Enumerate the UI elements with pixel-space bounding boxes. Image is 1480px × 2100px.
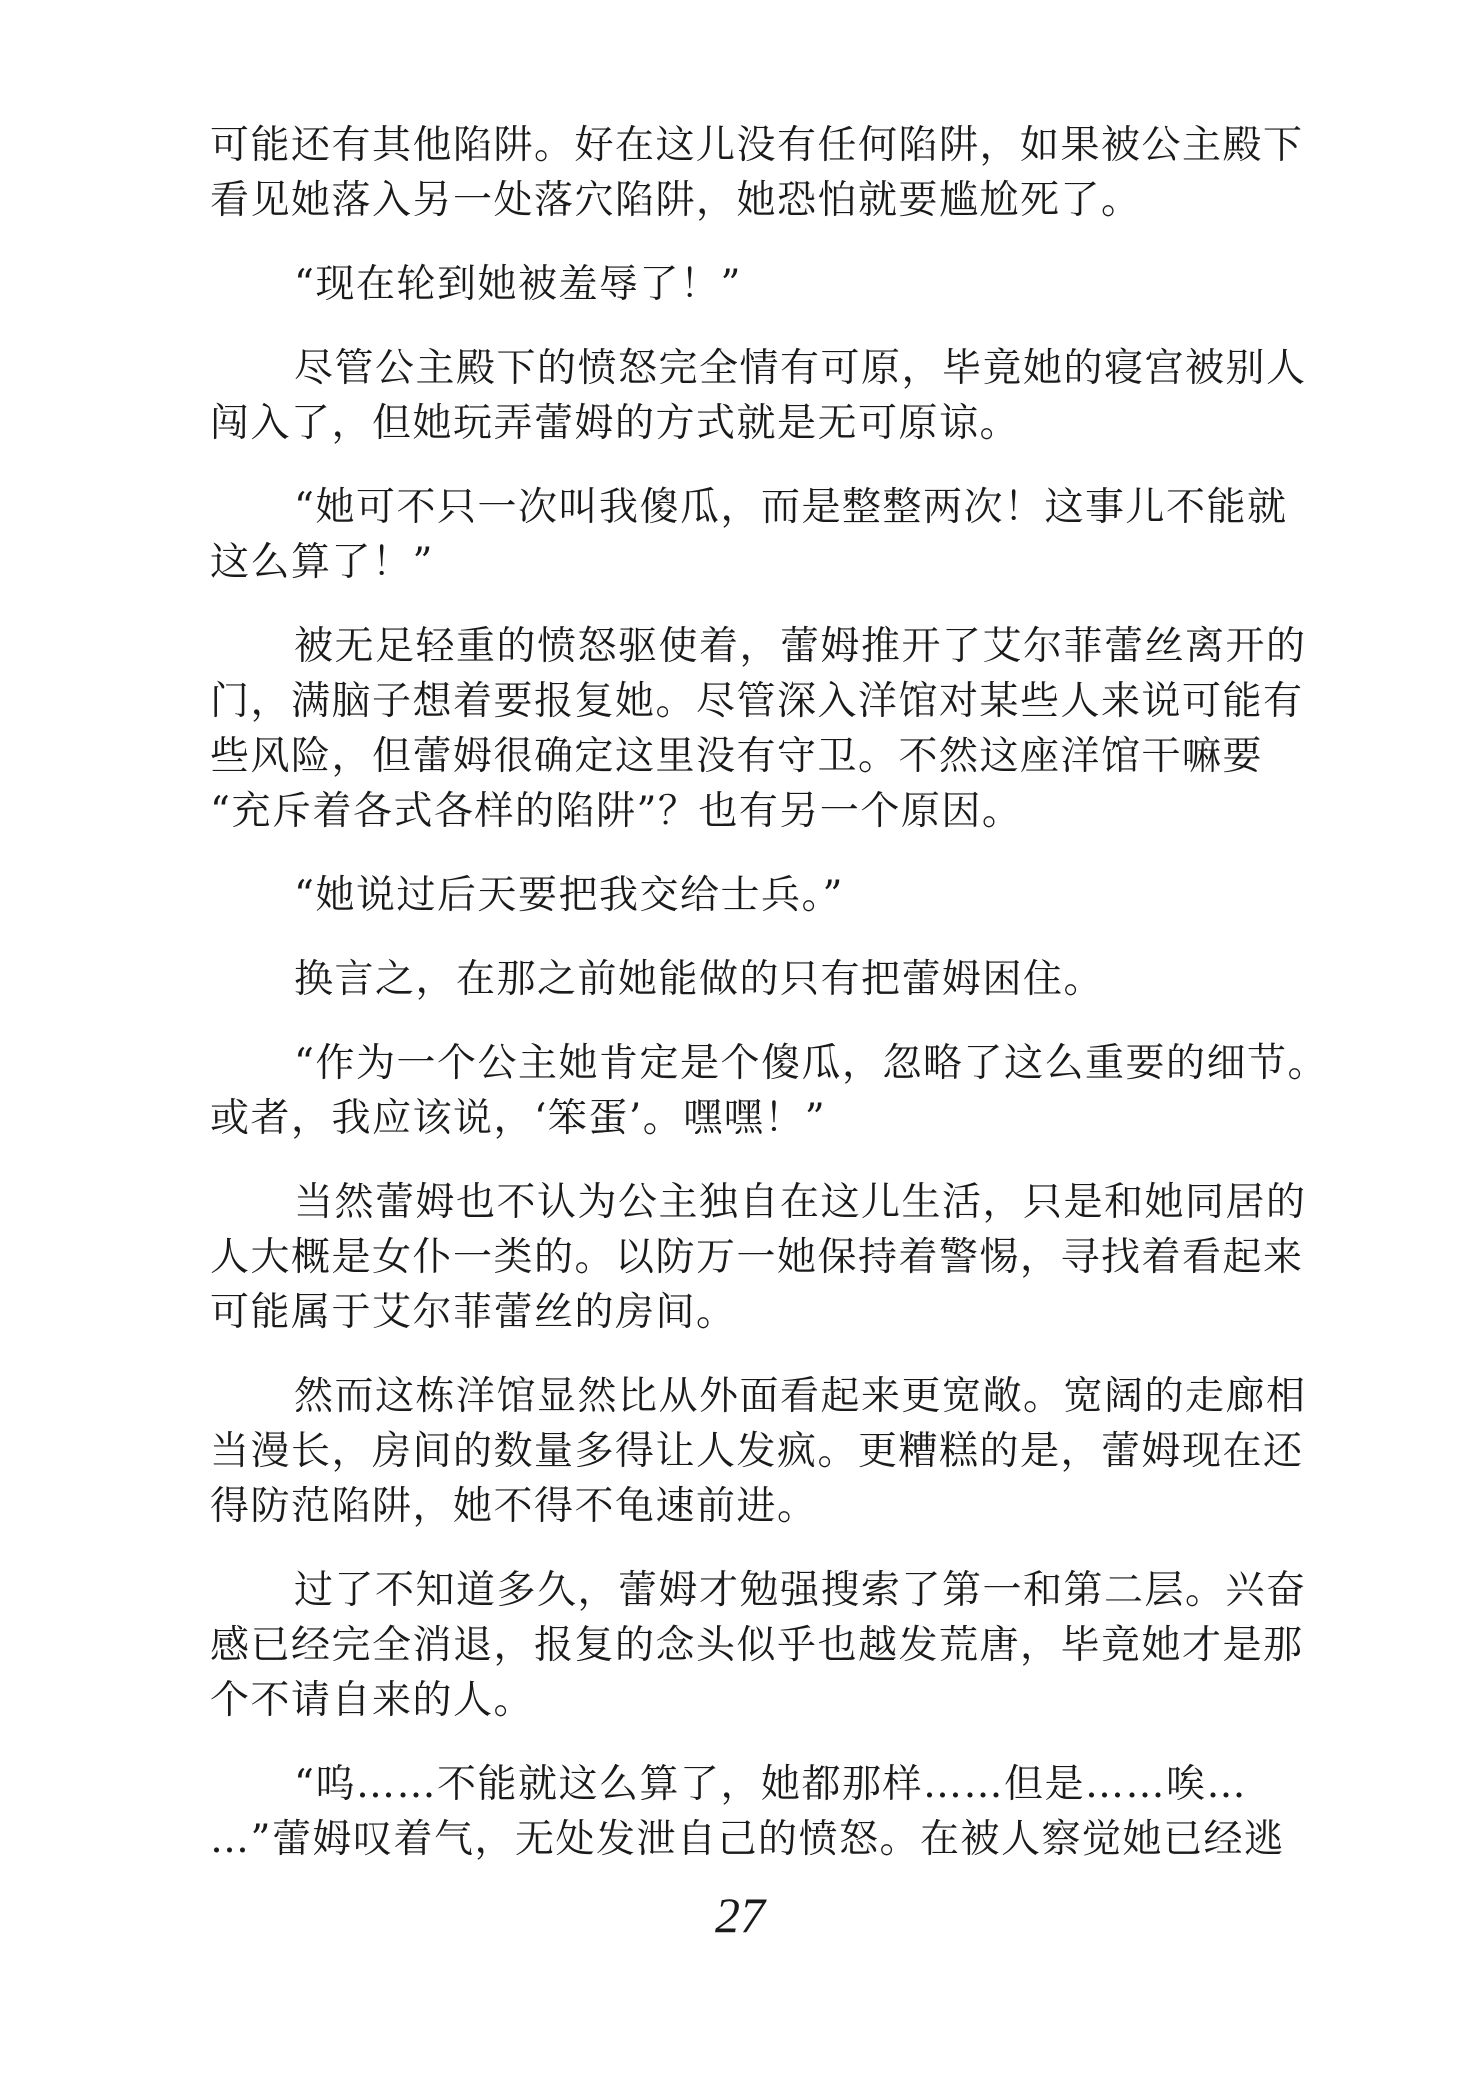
text-line: 门，满脑子想着要报复她。尽管深入洋馆对某些人来说可能有 (210, 679, 1304, 724)
text-line: 尽管公主殿下的愤怒完全情有可原，毕竟她的寝宫被别人 (294, 346, 1307, 391)
paragraph (210, 619, 1350, 839)
text-line: “现在轮到她被羞辱了！” (294, 262, 742, 307)
text-line: 当然蕾姆也不认为公主独自在这儿生活，只是和她同居的 (294, 1180, 1307, 1225)
text-line: “充斥着各式各样的陷阱”？也有另一个原因。 (210, 789, 1023, 834)
text-line: 人大概是女仆一类的。以防万一她保持着警惕，寻找着看起来 (210, 1235, 1304, 1280)
text-line: 感已经完全消退，报复的念头似乎也越发荒唐，毕竟她才是那 (210, 1623, 1304, 1668)
paragraph (210, 118, 1350, 228)
paragraph (210, 1757, 1350, 1867)
paragraph (210, 341, 1350, 451)
text-line: 或者，我应该说，‘笨蛋’。嘿嘿！” (210, 1096, 827, 1141)
text-line: 这么算了！” (210, 540, 434, 585)
paragraph (210, 1563, 1350, 1728)
text-line: 可能属于艾尔菲蕾丝的房间。 (210, 1290, 737, 1335)
paragraph (210, 868, 1350, 923)
paragraph (210, 1175, 1350, 1340)
text-line: “呜……不能就这么算了，她都那样……但是……唉… (294, 1762, 1247, 1807)
paragraph (210, 1036, 1350, 1146)
text-line: 被无足轻重的愤怒驱使着，蕾姆推开了艾尔菲蕾丝离开的 (294, 624, 1307, 669)
text-line: 得防范陷阱，她不得不龟速前进。 (210, 1484, 818, 1529)
paragraph (210, 480, 1350, 590)
text-line: 可能还有其他陷阱。好在这儿没有任何陷阱，如果被公主殿下 (210, 123, 1304, 168)
text-line: …”蕾姆叹着气，无处发泄自己的愤怒。在被人察觉她已经逃 (210, 1817, 1285, 1862)
page-body (210, 118, 1350, 1896)
text-line: “作为一个公主她肯定是个傻瓜，忽略了这么重要的细节。 (294, 1041, 1328, 1086)
paragraph (210, 257, 1350, 312)
text-line: 些风险，但蕾姆很确定这里没有守卫。不然这座洋馆干嘛要 (210, 734, 1264, 779)
text-line: 闯入了，但她玩弄蕾姆的方式就是无可原谅。 (210, 401, 1021, 446)
text-line: 个不请自来的人。 (210, 1678, 535, 1723)
text-line: 然而这栋洋馆显然比从外面看起来更宽敞。宽阔的走廊相 (294, 1374, 1307, 1419)
text-line: 过了不知道多久，蕾姆才勉强搜索了第一和第二层。兴奋 (294, 1568, 1307, 1613)
paragraph (210, 1369, 1350, 1534)
paragraph (210, 952, 1350, 1007)
text-line: 换言之，在那之前她能做的只有把蕾姆困住。 (294, 957, 1105, 1002)
page-number: 27 (715, 1887, 765, 1943)
text-line: 当漫长，房间的数量多得让人发疯。更糟糕的是，蕾姆现在还 (210, 1429, 1304, 1474)
text-line: “她可不只一次叫我傻瓜，而是整整两次！这事儿不能就 (294, 485, 1288, 530)
text-line: 看见她落入另一处落穴陷阱，她恐怕就要尴尬死了。 (210, 178, 1142, 223)
text-line: “她说过后天要把我交给士兵。” (294, 873, 844, 918)
